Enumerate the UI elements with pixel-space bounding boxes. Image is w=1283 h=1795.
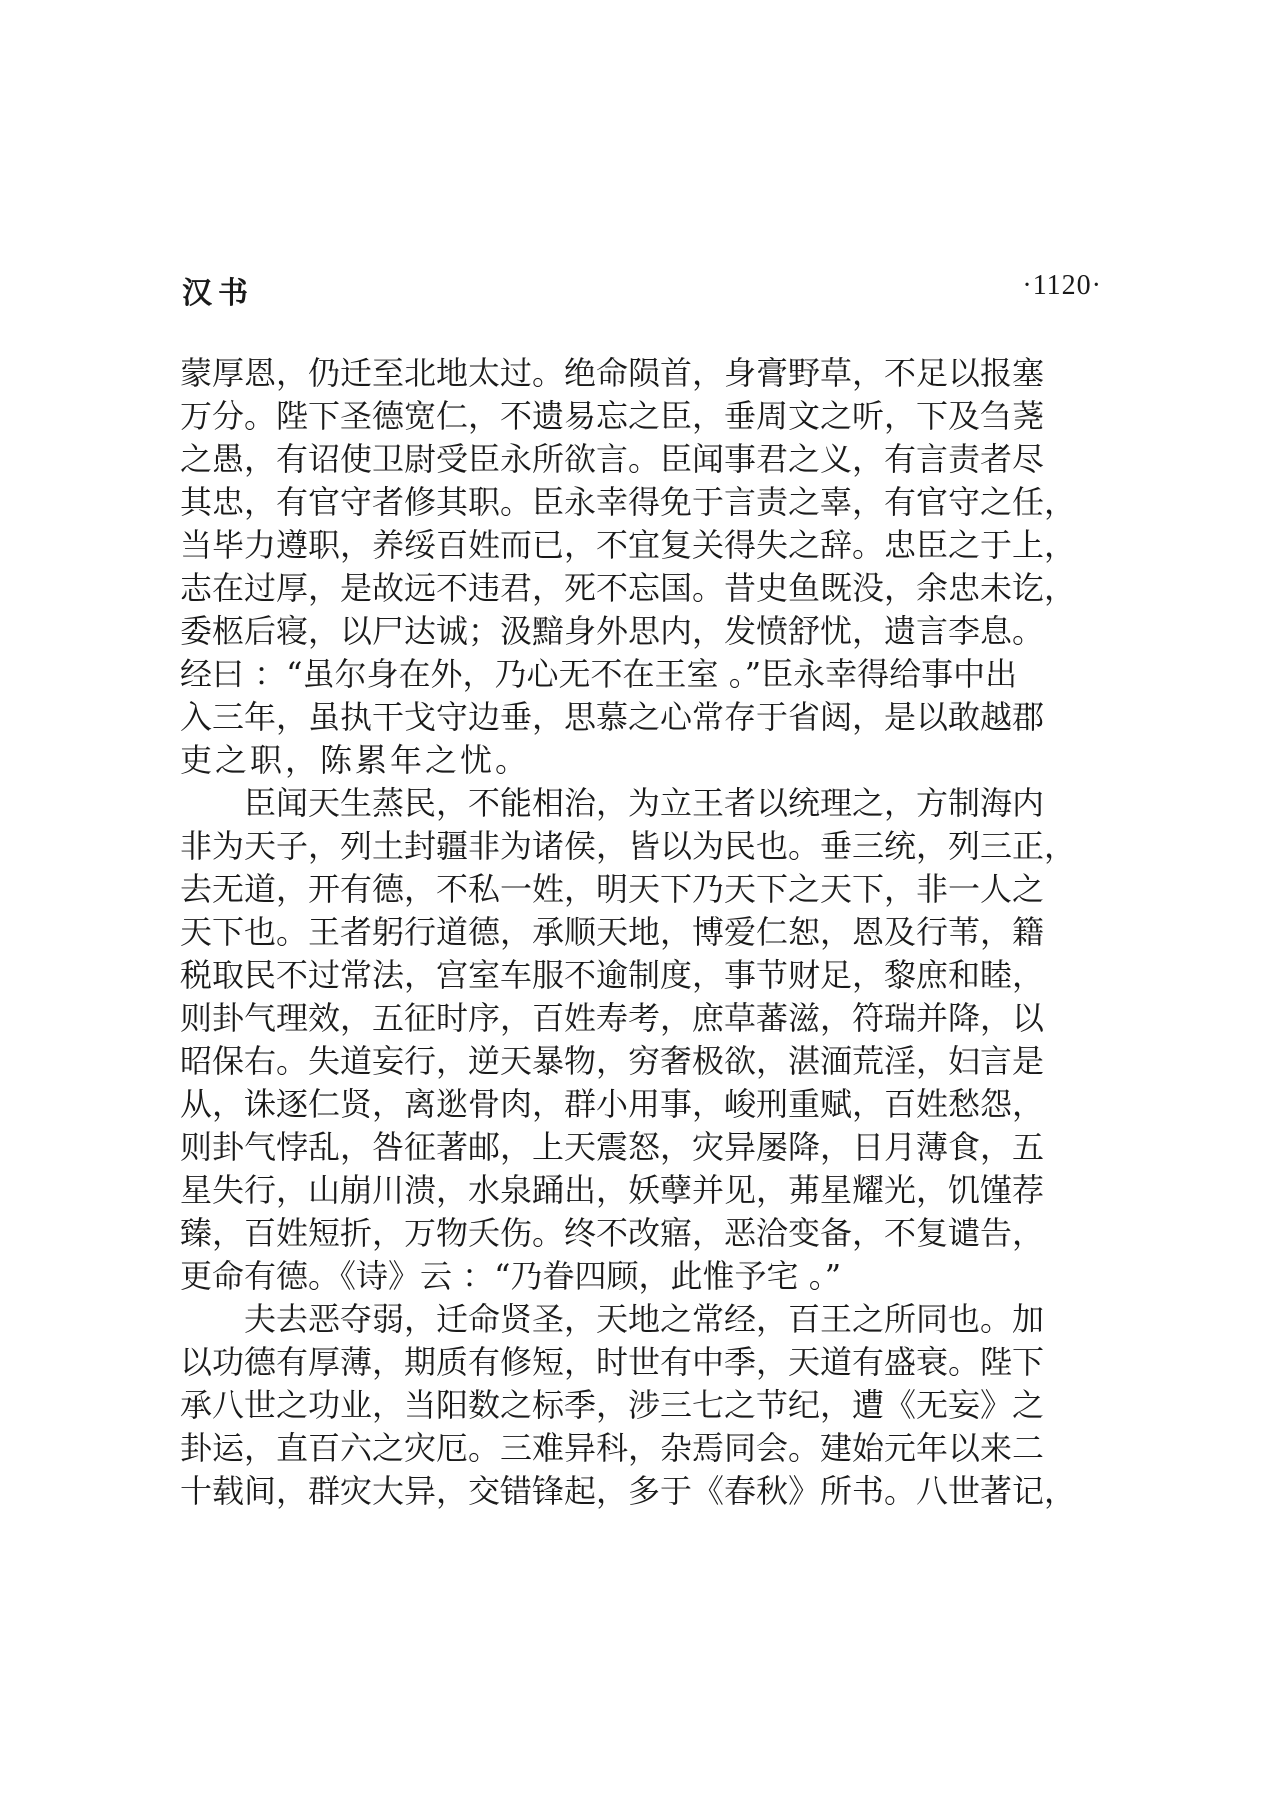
text-line: 入三年，虽执干戈守边垂，思慕之心常存于省闼，是以敢越郡 xyxy=(180,698,1045,736)
text-line: 昭保右。失道妄行，逆天暴物，穷奢极欲，湛湎荒淫，妇言是 xyxy=(180,1042,1045,1080)
text-line: 十载间，群灾大异，交错锋起，多于《春秋》所书。八世著记， xyxy=(180,1472,1077,1510)
text-line: 去无道，开有德，不私一姓，明天下乃天下之天下，非一人之 xyxy=(180,870,1045,908)
text-line: 则卦气理效，五征时序，百姓寿考，庶草蕃滋，符瑞并降，以 xyxy=(180,999,1045,1037)
text-line: 吏之职，陈累年之忧。 xyxy=(180,741,531,779)
text-line: 万分。陛下圣德宽仁，不遗易忘之臣，垂周文之听，下及刍荛 xyxy=(180,397,1045,435)
text-line: 经曰 ：“虽尔身在外，乃心无不在王室 。”臣永幸得给事中出 xyxy=(180,655,1018,693)
text-line: 天下也。王者躬行道德，承顺天地，博爱仁恕，恩及行苇，籍 xyxy=(180,913,1045,951)
text-line: 委柩后寝，以尸达诚；汲黯身外思内，发愤舒忧，遗言李息。 xyxy=(180,612,1045,650)
text-line: 之愚，有诏使卫尉受臣永所欲言。臣闻事君之义，有言责者尽 xyxy=(180,440,1045,478)
text-line: 蒙厚恩，仍迁至北地太过。绝命陨首，身膏野草，不足以报塞 xyxy=(180,354,1045,392)
text-line: 其忠，有官守者修其职。臣永幸得免于言责之辜，有官守之任， xyxy=(180,483,1077,521)
text-line: 星失行，山崩川溃，水泉踊出，妖孽并见，茀星耀光，饥馑荐 xyxy=(180,1171,1045,1209)
book-title: 汉书 xyxy=(182,276,254,311)
text-line: 非为天子，列土封疆非为诸侯，皆以为民也。垂三统，列三正， xyxy=(180,827,1077,865)
text-line: 夫去恶夺弱，迁命贤圣，天地之常经，百王之所同也。加 xyxy=(244,1300,1045,1338)
text-line: 卦运，直百六之灾厄。三难异科，杂焉同会。建始元年以来二 xyxy=(180,1429,1045,1467)
text-line: 当毕力遵职，养绥百姓而已，不宜复关得失之辞。忠臣之于上， xyxy=(180,526,1077,564)
text-line: 承八世之功业，当阳数之标季，涉三七之节纪，遭《无妄》之 xyxy=(180,1386,1045,1424)
text-line: 志在过厚，是故远不违君，死不忘国。昔史鱼既没，余忠未讫， xyxy=(180,569,1077,607)
text-line: 臻，百姓短折，万物夭伤。终不改寤，恶洽变备，不复谴告， xyxy=(180,1214,1045,1252)
page-header xyxy=(182,268,1102,311)
text-line: 税取民不过常法，宫室车服不逾制度，事节财足，黎庶和睦， xyxy=(180,956,1045,994)
text-line: 以功德有厚薄，期质有修短，时世有中季，天道有盛衰。陛下 xyxy=(180,1343,1045,1381)
text-line: 从，诛逐仁贤，离逖骨肉，群小用事，峻刑重赋，百姓愁怨， xyxy=(180,1085,1045,1123)
text-body xyxy=(180,352,1100,1513)
text-line: 更命有德。《诗》云 ：“乃眷四顾，此惟予宅 。” xyxy=(180,1257,842,1295)
page-number: ·1120· xyxy=(1022,270,1102,301)
text-line: 臣闻天生蒸民，不能相治，为立王者以统理之，方制海内 xyxy=(244,784,1045,822)
text-line: 则卦气悖乱，咎征著邮，上天震怒，灾异屡降，日月薄食，五 xyxy=(180,1128,1045,1166)
